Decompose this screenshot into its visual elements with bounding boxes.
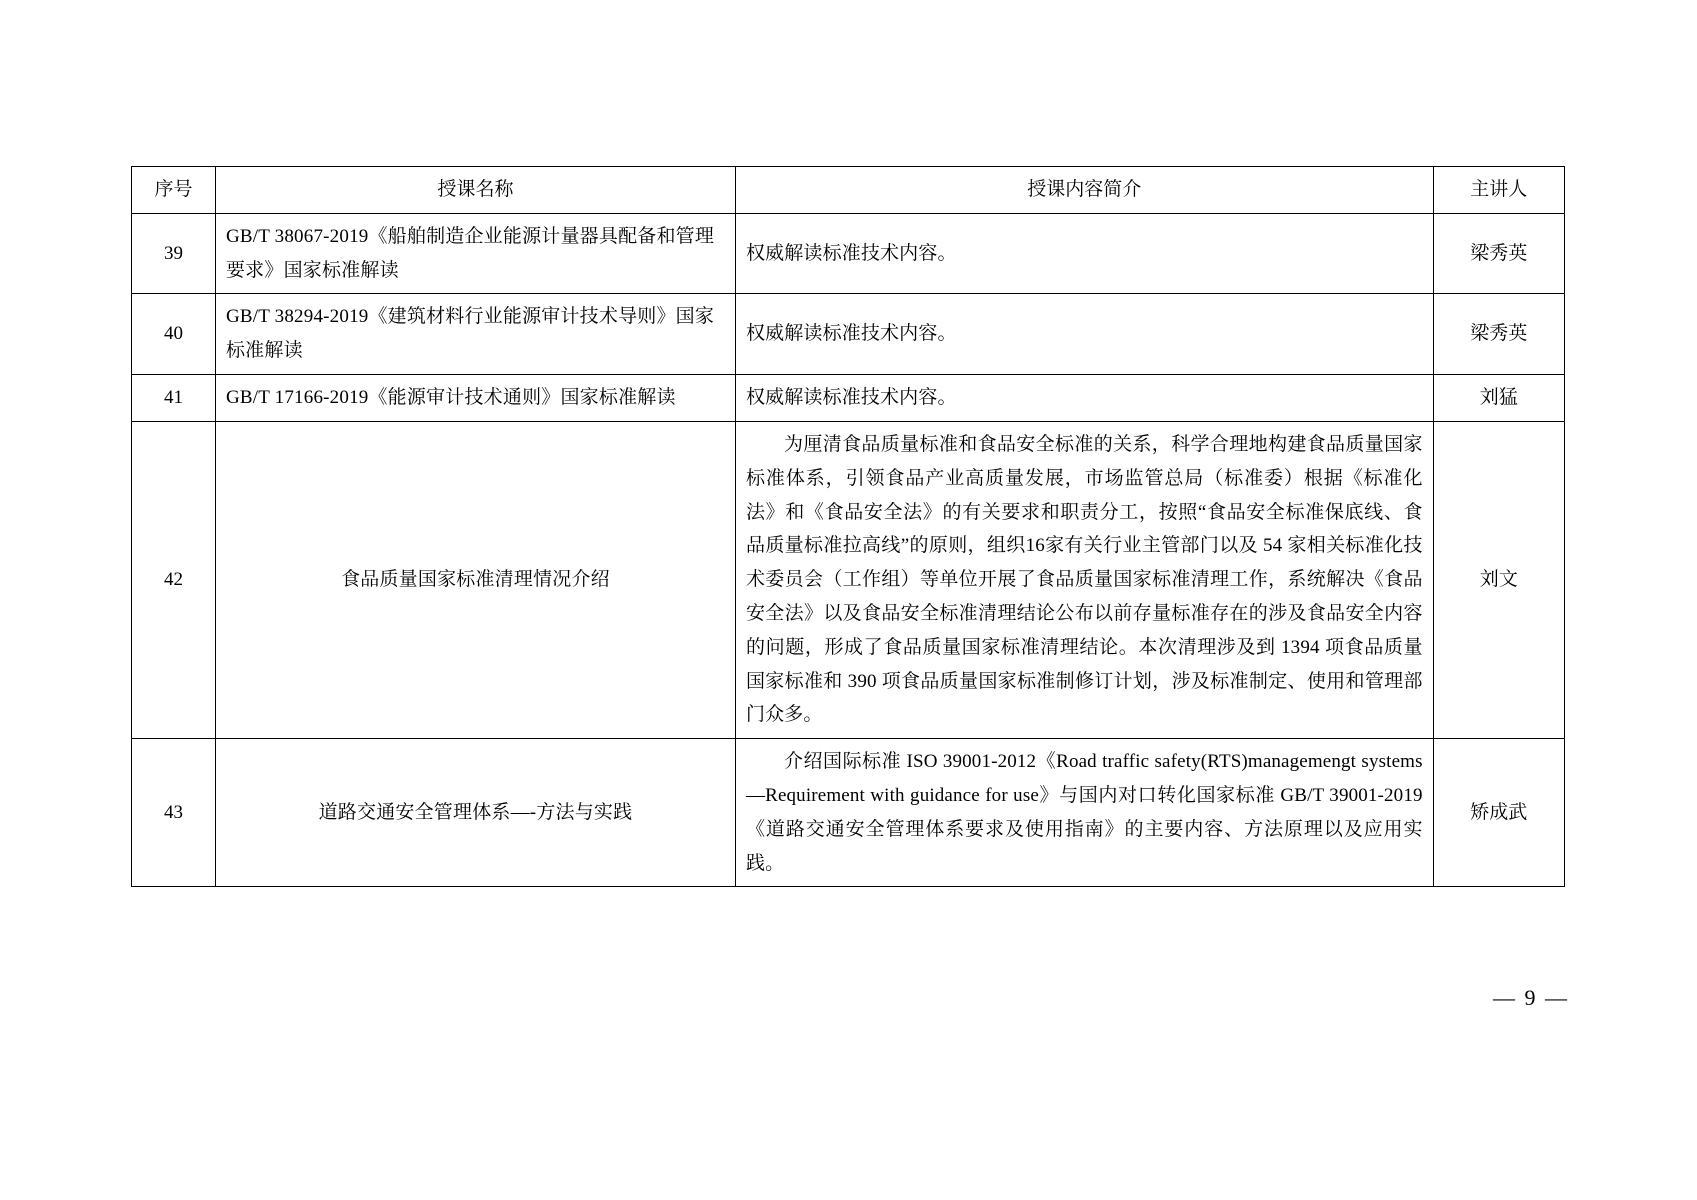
row-content-summary: 权威解读标准技术内容。 <box>735 375 1433 422</box>
row-course-name: GB/T 17166-2019《能源审计技术通则》国家标准解读 <box>215 375 735 422</box>
page-number: — 9 — <box>1493 985 1569 1010</box>
row-number: 42 <box>132 421 216 738</box>
table-header <box>132 167 1565 214</box>
row-speaker: 梁秀英 <box>1433 213 1564 294</box>
row-course-name: 道路交通安全管理体系—-方法与实践 <box>215 739 735 887</box>
row-speaker: 刘猛 <box>1433 375 1564 422</box>
table-row <box>132 213 1565 294</box>
row-course-name: GB/T 38067-2019《船舶制造企业能源计量器具配备和管理要求》国家标准解读 <box>215 213 735 294</box>
table-header-row <box>132 167 1565 214</box>
column-header-speaker: 主讲人 <box>1433 167 1564 214</box>
row-number: 39 <box>132 213 216 294</box>
row-course-name: GB/T 38294-2019《建筑材料行业能源审计技术导则》国家标准解读 <box>215 294 735 375</box>
row-content-summary <box>735 421 1433 738</box>
table-row <box>132 375 1565 422</box>
table-row <box>132 294 1565 375</box>
course-table-container <box>131 166 1565 887</box>
table-body <box>132 213 1565 887</box>
row-speaker: 刘文 <box>1433 421 1564 738</box>
row-content-summary-text: 介绍国际标准 ISO 39001-2012《Road traffic safety(RTS)managemengt systems—Requirement with guidance for use》与国内对口转化国家标准 GB/T 39001-2019《道路交通安全管理体系要求及使用指南》的主要内容、方法原理以及应用实践。 <box>745 751 1423 874</box>
column-header-content-summary: 授课内容简介 <box>735 167 1433 214</box>
table-row <box>132 739 1565 887</box>
row-number: 40 <box>132 294 216 375</box>
column-header-no: 序号 <box>132 167 216 214</box>
table-row <box>132 421 1565 738</box>
course-table <box>131 166 1565 887</box>
row-speaker: 梁秀英 <box>1433 294 1564 375</box>
row-course-name: 食品质量国家标准清理情况介绍 <box>215 421 735 738</box>
row-content-summary: 权威解读标准技术内容。 <box>735 213 1433 294</box>
row-number: 41 <box>132 375 216 422</box>
row-number: 43 <box>132 739 216 887</box>
row-content-summary <box>735 739 1433 887</box>
column-header-course-name: 授课名称 <box>215 167 735 214</box>
row-content-summary-text: 为厘清食品质量标准和食品安全标准的关系，科学合理地构建食品质量国家标准体系，引领食品产业高质量发展，市场监管总局（标准委）根据《标准化法》和《食品安全法》的有关要求和职责分工，按照“食品安全标准保底线、食品质量标准拉高线”的原则，组织16家有关行业主管部门以及 54 家相关标准化技术委员会（工作组）等单位开展了食品质量国家标准清理工作，系统解决《食品安全法》以及食品安全标准清理结论公布以前存量标准存在的涉及食品安全内容的问题，形成了食品质量国家标准清理结论。本次清理涉及到 1394 项食品质量国家标准和 390 项食品质量国家标准制修订计划，涉及标准制定、使用和管理部门众多。 <box>745 433 1423 726</box>
row-speaker: 矫成武 <box>1433 739 1564 887</box>
row-content-summary: 权威解读标准技术内容。 <box>735 294 1433 375</box>
